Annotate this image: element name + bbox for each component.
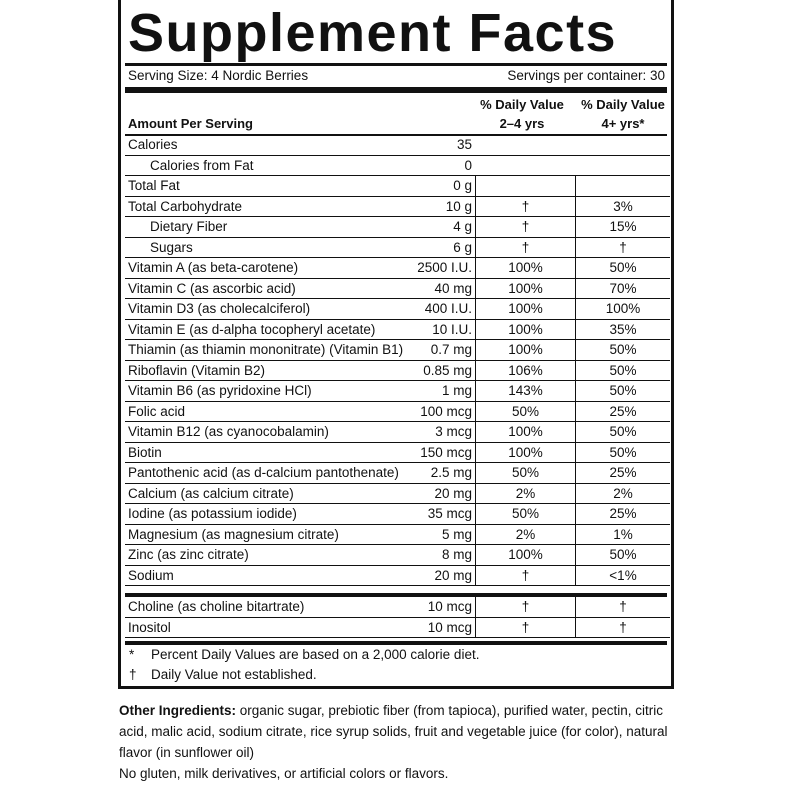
table-row <box>125 381 670 402</box>
dv-2-4-value <box>475 135 575 155</box>
table-row <box>125 443 670 464</box>
other-ingredients <box>119 700 675 763</box>
dv-2-4-value: 100% <box>475 299 575 319</box>
amount-per-serving-header: Amount Per Serving <box>128 116 253 131</box>
nutrient-name: Choline (as choline bitartrate) <box>128 599 305 614</box>
nutrient-name: Sodium <box>128 567 174 583</box>
other-ingredients-label: Other Ingredients: <box>119 703 237 718</box>
nutrient-amount: 0 <box>464 157 472 173</box>
dv-2-4-value <box>475 156 575 176</box>
dv-2-4-value: 50% <box>475 402 575 422</box>
nutrient-name: Vitamin C (as ascorbic acid) <box>128 280 296 296</box>
nutrient-amount: 2500 I.U. <box>417 260 472 275</box>
nutrient-name: Total Carbohydrate <box>128 198 243 214</box>
dv-2-4-value: 2% <box>475 484 575 504</box>
dv-4plus-value: † <box>575 618 670 638</box>
footnote-percent-dv <box>129 647 479 662</box>
table-row <box>125 197 670 218</box>
nutrient-amount: 100 mcg <box>420 403 472 419</box>
dv-4plus-value: 2% <box>575 484 670 504</box>
nutrient-name: Vitamin B6 (as pyridoxine HCl) <box>128 383 312 398</box>
table-row <box>125 402 670 423</box>
nutrient-name: Vitamin A (as beta-carotene) <box>128 260 299 275</box>
allergen-notice: No gluten, milk derivatives, or artificial colors or flavors. <box>119 766 449 781</box>
dv-2-4-header-line1: % Daily Value <box>480 97 564 112</box>
nutrient-amount: 40 mg <box>434 280 472 296</box>
dv-4plus-value: 1% <box>575 525 670 545</box>
nutrient-name: Vitamin E (as d-alpha tocopheryl acetate) <box>128 321 376 337</box>
nutrient-amount: 35 <box>456 137 472 152</box>
table-row <box>125 238 670 259</box>
panel-title: Supplement Facts <box>128 3 618 63</box>
dv-2-4-value: 50% <box>475 504 575 524</box>
table-row <box>125 484 670 505</box>
table-row <box>125 320 670 341</box>
dv-4plus-value: 35% <box>575 320 670 340</box>
nutrient-amount: 2.5 mg <box>430 465 472 480</box>
dv-4plus-value: † <box>575 597 670 617</box>
dv-4plus-value <box>575 156 670 176</box>
dv-2-4-value: 100% <box>475 279 575 299</box>
nutrient-name: Total Fat <box>128 178 180 193</box>
table-row <box>125 545 670 566</box>
dv-2-4-value: 100% <box>475 545 575 565</box>
dv-4plus-value: 3% <box>575 197 670 217</box>
nutrient-amount: 3 mcg <box>435 424 472 439</box>
nutrient-name: Magnesium (as magnesium citrate) <box>128 526 339 542</box>
table-row <box>125 299 670 320</box>
table-row <box>125 422 670 443</box>
dv-4plus-value: 50% <box>575 340 670 360</box>
footnote-star-symbol: * <box>129 647 135 662</box>
other-ingredients-text: organic sugar, prebiotic fiber (from tapioca), purified water, pectin, citric acid, malic acid, sodium citrate, rice syrup solids, fruit and vegetable juice (for color), natural flavor (in sunflower oil) <box>119 703 668 760</box>
nutrient-amount: 35 mcg <box>427 506 472 521</box>
divider <box>125 87 667 93</box>
dv-4plus-value: 25% <box>575 504 670 524</box>
nutrient-table <box>125 135 670 586</box>
divider <box>125 641 667 645</box>
nutrient-name: Calcium (as calcium citrate) <box>128 485 294 501</box>
nutrient-amount: 10 I.U. <box>432 321 472 337</box>
nutrient-amount: 20 mg <box>434 567 472 583</box>
table-row <box>125 504 670 525</box>
nutrient-name: Iodine (as potassium iodide) <box>128 506 297 521</box>
dv-2-4-value: 100% <box>475 258 575 278</box>
nutrient-amount: 0.7 mg <box>430 342 472 357</box>
dv-4plus-value: 50% <box>575 258 670 278</box>
footnote-dagger-text: Daily Value not established. <box>151 667 317 682</box>
nutrient-amount: 0.85 mg <box>423 362 472 378</box>
dv-2-4-value: 100% <box>475 422 575 442</box>
dv-4plus-value: 15% <box>575 217 670 237</box>
table-row <box>125 135 670 156</box>
dv-2-4-value: † <box>475 238 575 258</box>
dv-4plus-value: 50% <box>575 361 670 381</box>
dv-4plus-value <box>575 176 670 196</box>
dv-4plus-header <box>573 95 673 133</box>
table-row <box>125 258 670 279</box>
footnote-star-text: Percent Daily Values are based on a 2,000 calorie diet. <box>151 647 480 662</box>
nutrient-name: Pantothenic acid (as d-calcium pantothenate) <box>128 465 399 480</box>
dv-2-4-value: † <box>475 217 575 237</box>
nutrient-name: Sugars <box>150 239 193 255</box>
dv-2-4-value: 100% <box>475 340 575 360</box>
dv-2-4-value: 2% <box>475 525 575 545</box>
dv-2-4-value <box>475 176 575 196</box>
nutrient-amount: 400 I.U. <box>424 301 472 316</box>
table-row <box>125 340 670 361</box>
nutrient-name: Riboflavin (Vitamin B2) <box>128 362 266 378</box>
nutrient-name: Biotin <box>128 444 162 460</box>
footnote-dv-not-established <box>129 667 317 682</box>
nutrient-name: Zinc (as zinc citrate) <box>128 547 249 562</box>
nutrient-name: Folic acid <box>128 403 186 419</box>
nutrient-amount: 6 g <box>453 239 472 255</box>
nutrient-amount: 20 mg <box>434 485 472 501</box>
nutrient-name: Inositol <box>128 619 171 635</box>
nutrient-amount: 150 mcg <box>420 444 472 460</box>
dv-2-4-value: 50% <box>475 463 575 483</box>
supplement-facts-panel <box>118 0 674 689</box>
footnote-dagger-symbol: † <box>129 667 137 682</box>
dv-4plus-value <box>575 135 670 155</box>
dv-4plus-value: 25% <box>575 463 670 483</box>
dv-2-4-value: † <box>475 566 575 586</box>
table-row <box>125 597 670 618</box>
table-row <box>125 618 670 639</box>
table-row <box>125 279 670 300</box>
dv-4plus-value: 70% <box>575 279 670 299</box>
serving-size: Serving Size: 4 Nordic Berries <box>128 68 309 83</box>
table-row <box>125 361 670 382</box>
nutrient-name: Thiamin (as thiamin mononitrate) (Vitamin B1) <box>128 342 404 357</box>
dv-4plus-header-line2: 4+ yrs* <box>601 116 645 131</box>
nutrient-amount: 4 g <box>453 219 472 234</box>
dv-4plus-value: 50% <box>575 443 670 463</box>
dv-4plus-value: 50% <box>575 422 670 442</box>
nutrient-name: Calories from Fat <box>150 157 254 173</box>
dv-2-4-value: 143% <box>475 381 575 401</box>
nutrient-amount: 1 mg <box>441 383 472 398</box>
table-row <box>125 463 670 484</box>
nutrient-name: Vitamin B12 (as cyanocobalamin) <box>128 424 329 439</box>
dv-4plus-value: 50% <box>575 381 670 401</box>
dv-2-4-header <box>471 95 573 133</box>
divider <box>125 63 667 66</box>
dv-2-4-value: † <box>475 618 575 638</box>
dv-4plus-header-line1: % Daily Value <box>581 97 665 112</box>
nutrient-name: Calories <box>128 137 178 152</box>
dv-4plus-value: 50% <box>575 545 670 565</box>
dv-4plus-value: <1% <box>575 566 670 586</box>
dv-2-4-value: 106% <box>475 361 575 381</box>
nutrient-table-secondary <box>125 597 670 638</box>
dv-2-4-value: 100% <box>475 320 575 340</box>
dv-2-4-value: † <box>475 597 575 617</box>
table-row <box>125 217 670 238</box>
dv-4plus-value: † <box>575 238 670 258</box>
dv-4plus-value: 100% <box>575 299 670 319</box>
dv-4plus-value: 25% <box>575 402 670 422</box>
nutrient-amount: 0 g <box>453 178 472 193</box>
nutrient-name: Vitamin D3 (as cholecalciferol) <box>128 301 311 316</box>
table-row <box>125 156 670 177</box>
table-row <box>125 525 670 546</box>
nutrient-amount: 10 mcg <box>427 599 472 614</box>
table-row <box>125 176 670 197</box>
dv-2-4-header-line2: 2–4 yrs <box>499 116 545 131</box>
nutrient-amount: 10 g <box>445 198 472 214</box>
dv-2-4-value: 100% <box>475 443 575 463</box>
nutrient-name: Dietary Fiber <box>150 219 228 234</box>
servings-per-container: Servings per container: 30 <box>507 68 665 83</box>
nutrient-amount: 8 mg <box>441 547 472 562</box>
dv-2-4-value: † <box>475 197 575 217</box>
nutrient-amount: 10 mcg <box>427 619 472 635</box>
table-row <box>125 566 670 587</box>
nutrient-amount: 5 mg <box>441 526 472 542</box>
